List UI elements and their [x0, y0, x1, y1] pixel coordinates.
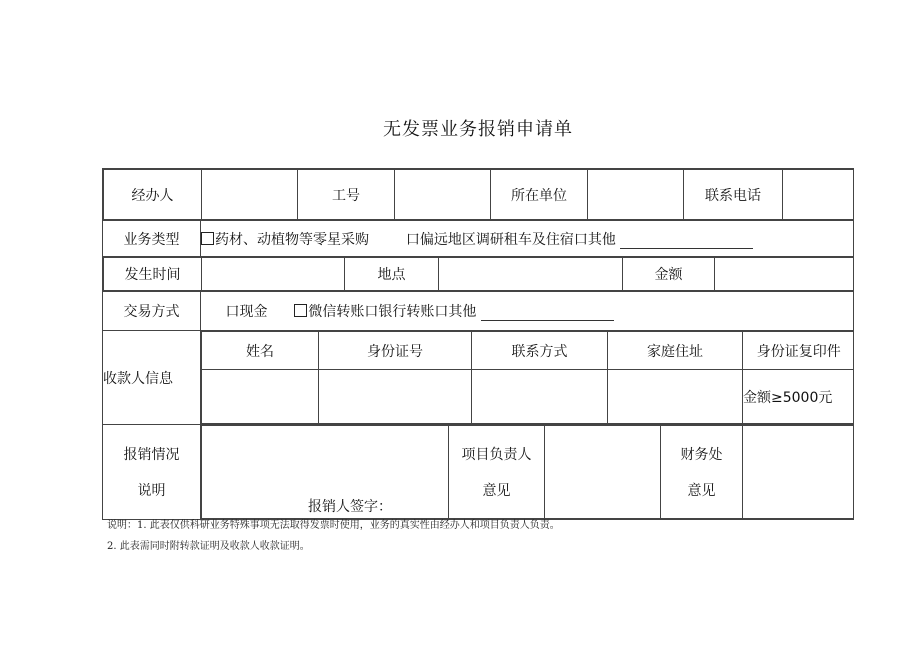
herbal-purchase-option-label: 药材、动植物等零星采购: [215, 231, 369, 248]
amount-field[interactable]: [715, 258, 854, 291]
explanation-label: 说明: [137, 483, 166, 499]
row-business-type: [103, 221, 854, 257]
payee-name-header: 姓名: [202, 332, 319, 370]
finance-opinion-label-cell: [661, 426, 743, 519]
remote-area-option-label: 口偏远地区调研租车及住宿口其他: [405, 231, 616, 248]
pm-opinion-label-2: 意见: [482, 483, 511, 499]
unit-field[interactable]: [588, 170, 684, 220]
row-trade-mode: [103, 292, 854, 331]
payee-id-copy-header: 身份证复印件: [743, 332, 854, 370]
phone-label: 联系电话: [684, 170, 783, 220]
place-field[interactable]: [439, 258, 623, 291]
row-payee-info: [103, 331, 854, 425]
cash-option-label: 口现金: [225, 304, 268, 320]
amount-label: 金额: [623, 258, 715, 291]
pm-opinion-field[interactable]: [545, 426, 661, 519]
time-label: 发生时间: [104, 258, 202, 291]
payee-address-header: 家庭住址: [608, 332, 743, 370]
unit-label: 所在单位: [491, 170, 588, 220]
footnotes: [107, 515, 560, 557]
handler-field[interactable]: [202, 170, 298, 220]
payee-label: 收款人信息: [103, 331, 201, 425]
payee-contact-field[interactable]: [472, 370, 608, 424]
business-type-label: 业务类型: [103, 221, 201, 257]
time-field[interactable]: [202, 258, 345, 291]
row-time-place-amount: [103, 257, 854, 292]
finance-opinion-field[interactable]: [743, 426, 854, 519]
payee-address-field[interactable]: [608, 370, 743, 424]
reimbursement-form-table: [102, 168, 854, 520]
finance-opinion-label: 财务处: [680, 447, 723, 463]
payee-contact-header: 联系方式: [472, 332, 608, 370]
herbal-purchase-checkbox[interactable]: [201, 232, 214, 245]
explanation-field[interactable]: [202, 426, 449, 519]
job-number-field[interactable]: [395, 170, 491, 220]
page-title: 无发票业务报销申请单: [383, 119, 573, 140]
footnote-1: 说明：1. 此表仅供科研业务特殊事项无法取得发票时使用，业务的真实性由经办人和项目负责人负责。: [107, 520, 560, 531]
trade-mode-label: 交易方式: [103, 292, 201, 331]
place-label: 地点: [345, 258, 439, 291]
row-basic-info: [103, 169, 854, 221]
row-reimbursement: [103, 425, 854, 520]
payee-id-header: 身份证号: [319, 332, 472, 370]
wechat-transfer-checkbox[interactable]: [294, 304, 307, 317]
reimbursement-label-cell: [103, 425, 201, 520]
job-number-label: 工号: [298, 170, 395, 220]
finance-opinion-label-2: 意见: [687, 483, 716, 499]
pm-opinion-label: 项目负责人: [461, 447, 532, 463]
other-trade-blank[interactable]: [481, 319, 614, 321]
pm-opinion-label-cell: [449, 426, 545, 519]
payee-id-field[interactable]: [319, 370, 472, 424]
transfer-options-label: 微信转账口银行转账口其他: [308, 304, 477, 320]
phone-field[interactable]: [783, 170, 854, 220]
reimburser-signature-label: 报销人签字：: [308, 499, 392, 515]
payee-id-copy-note: 金额≥5000元: [743, 370, 854, 424]
business-type-options: [201, 221, 854, 257]
other-type-blank[interactable]: [620, 247, 753, 249]
reimbursement-label: 报销情况: [123, 447, 180, 463]
handler-label: 经办人: [104, 170, 202, 220]
footnote-2: 2. 此表需同时附转款证明及收款人收款证明。: [107, 541, 310, 552]
payee-name-field[interactable]: [202, 370, 319, 424]
trade-mode-options: [201, 292, 854, 331]
